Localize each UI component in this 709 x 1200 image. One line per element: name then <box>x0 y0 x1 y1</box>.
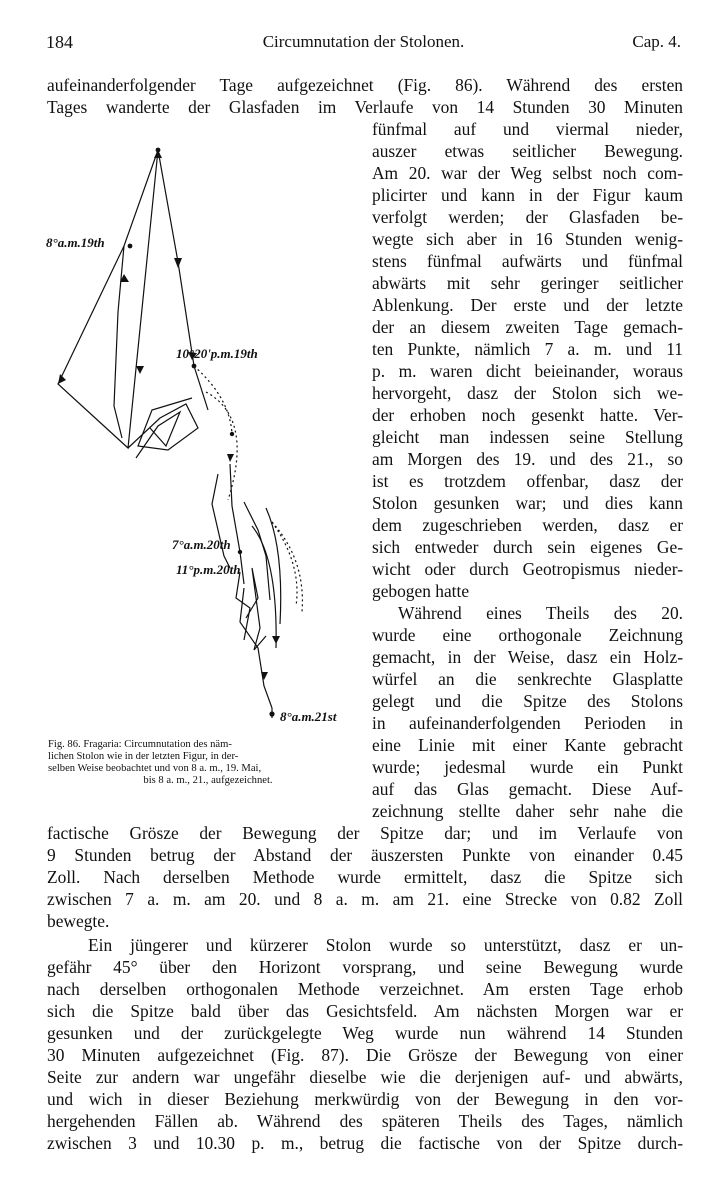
body-line: p. m. waren dicht beieinander, woraus <box>372 361 683 381</box>
body-line: verfolgt werden; der Glasfaden be- <box>372 207 683 227</box>
figure-label-evening: 10°20'p.m.19th <box>176 346 258 361</box>
body-line: auf das Glas gemacht. Diese Auf- <box>372 779 683 799</box>
body-line: abwärts mit sehr geringer seitlicher <box>372 273 683 293</box>
page-number: 184 <box>46 32 73 52</box>
figure-caption: selben Weise beobachtet und von 8 a. m., 19. Mai, <box>48 763 262 774</box>
figure-caption: lichen Stolon wie in der letzten Figur, in der- <box>48 751 239 762</box>
body-line: der erhoben noch gesenkt hatte. Ver- <box>372 405 683 425</box>
figure-caption: Fig. 86. Fragaria: Circumnutation des näm- <box>48 739 232 750</box>
body-line: gefähr 45° über den Horizont vorsprang, und seine Bewegung wurde <box>47 957 683 977</box>
body-line: zwischen 3 und 10.30 p. m., betrug die factische von der Spitze durch- <box>47 1133 683 1153</box>
body-line: Während eines Theils des 20. <box>398 603 683 623</box>
body-line: in aufeinanderfolgenden Perioden in <box>372 713 683 733</box>
body-line: dem zugeschrieben werden, dasz er <box>372 515 683 535</box>
figure-label-morning: 7°a.m.20th <box>172 537 231 552</box>
body-line: eine Linie mit einer Kante gebracht <box>372 735 683 755</box>
body-line: gebogen hatte <box>372 581 470 601</box>
body-line: hergehenden Fällen ab. Während des späteren Theils des Tages, nämlich <box>47 1111 683 1131</box>
body-line: sich entweder durch sein eigenes Ge- <box>372 537 683 557</box>
body-line: und wich in dieser Beziehung merkwürdig von der Bewegung in den vor- <box>47 1089 683 1109</box>
body-line: gelegt und die Spitze des Stolons <box>372 691 683 711</box>
body-line: nach derselben orthogonalen Methode verzeichnet. Am ersten Tage erhob <box>47 979 683 999</box>
body-line: aufeinanderfolgender Tage aufgezeichnet (Fig. 86). Während des ersten <box>47 75 683 95</box>
body-line: wurde eine orthogonale Zeichnung <box>372 625 683 645</box>
body-line: wicht oder durch Geotropismus nieder- <box>372 559 683 579</box>
body-line: Zoll. Nach derselben Methode wurde ermittelt, dasz die Spitze sich <box>47 867 683 887</box>
body-line: plicirter und kann in der Figur kaum <box>372 185 683 205</box>
body-line: bewegte. <box>47 911 110 931</box>
body-line: wurde; jedesmal wurde ein Punkt <box>372 757 683 777</box>
body-line: ten Punkte, nämlich 7 a. m. und 11 <box>372 339 683 359</box>
body-line: am Morgen des 19. und des 21., so <box>372 449 683 469</box>
body-line: auszer etwas seitlicher Bewegung. <box>372 141 683 161</box>
circumnutation-figure <box>40 128 370 728</box>
body-line: Tages wanderte der Glasfaden im Verlaufe von 14 Stunden 30 Minuten <box>47 97 683 117</box>
body-line: würfel an die senkrechte Glasplatte <box>372 669 683 689</box>
body-line: 9 Stunden betrug der Abstand der äuszersten Punkte von einander 0.45 <box>47 845 683 865</box>
body-line: Stolon gesunken war; und dies kann <box>372 493 683 513</box>
body-line: gleicht man indessen seine Stellung <box>372 427 683 447</box>
body-line: fünfmal auf und viermal nieder, <box>372 119 683 139</box>
figure-label-night: 11°p.m.20th <box>176 562 241 577</box>
body-line: hervorgeht, dasz der Stolon sich we- <box>372 383 683 403</box>
body-line: gemacht, in der Weise, dasz ein Holz- <box>372 647 683 667</box>
figure-label-start: 8°a.m.19th <box>46 235 105 250</box>
body-line: sich die Spitze bald über das Gesichtsfeld. Am nächsten Morgen war er <box>47 1001 683 1021</box>
body-line: stens fünfmal aufwärts und fünfmal <box>372 251 683 271</box>
running-title: Circumnutation der Stolonen. <box>262 32 465 51</box>
page-header <box>46 32 681 58</box>
body-line: factische Grösze der Bewegung der Spitze dar; und im Verlaufe von <box>47 823 683 843</box>
body-line: Ein jüngerer und kürzerer Stolon wurde so unterstützt, dasz er un- <box>88 935 683 955</box>
body-line: zeichnung stellte daher sehr nahe die <box>372 801 683 821</box>
body-line: Seite zur andern war ungefähr dieselbe wie die derjenigen auf- und abwärts, <box>47 1067 683 1087</box>
figure-label-end: 8°a.m.21st <box>280 709 337 724</box>
body-line: der an diesem zweiten Tage gemach- <box>372 317 683 337</box>
body-line: zwischen 7 a. m. am 20. und 8 a. m. am 21. eine Strecke von 0.82 Zoll <box>47 889 683 909</box>
figure-caption: bis 8 a. m., 21., aufgezeichnet. <box>143 775 273 786</box>
body-line: wegte sich aber in 16 Stunden wenig- <box>372 229 683 249</box>
body-line: Am 20. war der Weg selbst noch com- <box>372 163 683 183</box>
body-line: Ablenkung. Der erste und der letzte <box>372 295 683 315</box>
body-line: 30 Minuten aufgezeichnet (Fig. 87). Die Grösze der Bewegung von einer <box>47 1045 683 1065</box>
chapter-label: Cap. 4. <box>632 32 681 51</box>
body-line: ist es trotzdem offenbar, dasz der <box>372 471 683 491</box>
body-line: gesunken und der zurückgelegte Weg wurde nun während 14 Stunden <box>47 1023 683 1043</box>
